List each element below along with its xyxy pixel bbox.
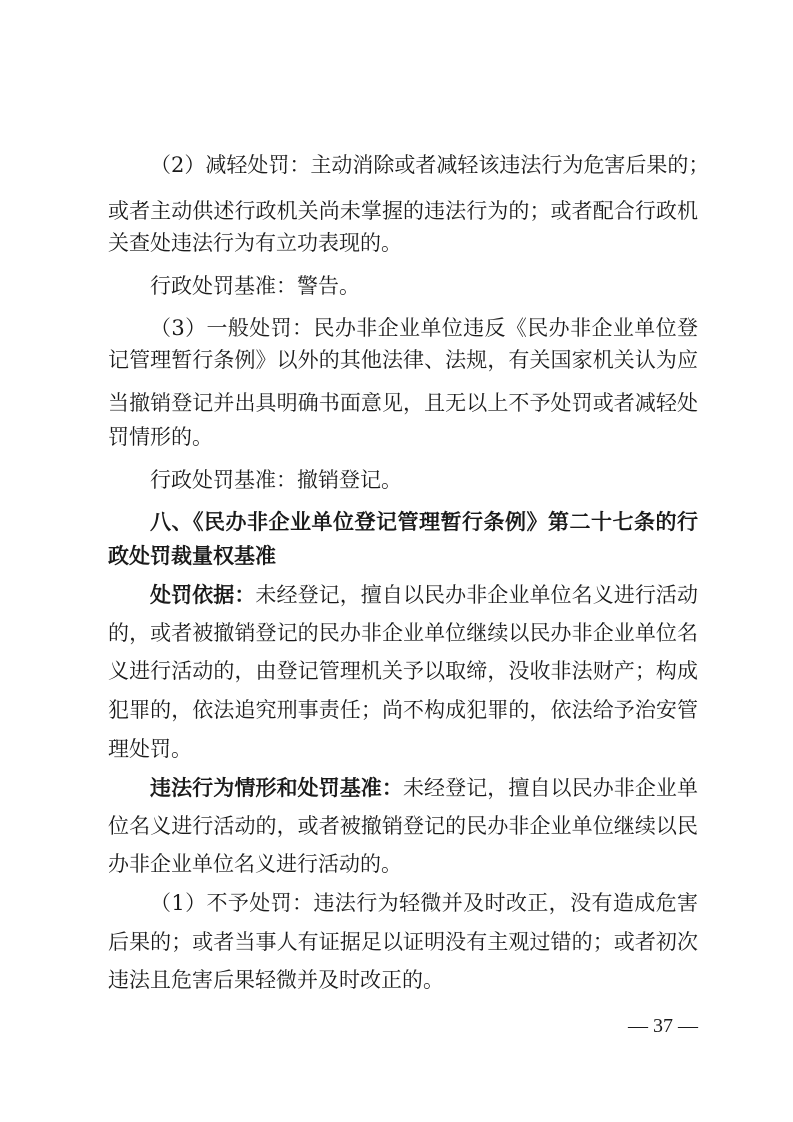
paragraph-line: 位名义进行活动的，或者被撤销登记的民办非企业单位继续以民 [108, 814, 698, 838]
section-heading-line: 政处罚裁量权基准 [108, 544, 276, 568]
paragraph-line: 理处罚。 [108, 737, 192, 761]
page-number: — 37 — [628, 1015, 698, 1037]
paragraph-line: （2）减轻处罚：主动消除或者减轻该违法行为危害后果的； [150, 153, 710, 177]
paragraph-line: 行政处罚基准：撤销登记。 [150, 468, 402, 492]
paragraph-line [150, 581, 698, 609]
paragraph-line: 罚情形的。 [108, 425, 213, 449]
paragraph-line: 犯罪的，依法追究刑事责任；尚不构成犯罪的，依法给予治安管 [108, 698, 698, 722]
paragraph-line: 义进行活动的，由登记管理机关予以取缔，没收非法财产；构成 [108, 659, 698, 683]
paragraph-line: 后果的；或者当事人有证据足以证明没有主观过错的；或者初次 [108, 930, 698, 954]
paragraph-line: （3）一般处罚：民办非企业单位违反《民办非企业单位登 [150, 316, 698, 340]
paragraph-label: 处罚依据： [150, 583, 256, 607]
paragraph-label: 违法行为情形和处罚基准： [150, 776, 403, 800]
paragraph-line: 记管理暂行条例》以外的其他法律、法规，有关国家机关认为应 [108, 348, 698, 372]
paragraph-line: （1）不予处罚：违法行为轻微并及时改正，没有造成危害 [150, 891, 698, 915]
paragraph-text: 未经登记，擅自以民办非企业单 [402, 776, 699, 800]
paragraph-line: 关查处违法行为有立功表现的。 [108, 231, 402, 255]
paragraph-line: 当撤销登记并出具明确书面意见，且无以上不予处罚或者减轻处 [108, 391, 698, 415]
paragraph-line [150, 774, 698, 802]
paragraph-line: 或者主动供述行政机关尚未掌握的违法行为的；或者配合行政机 [108, 199, 698, 223]
paragraph-line: 办非企业单位名义进行活动的。 [108, 852, 402, 876]
paragraph-line: 违法且危害后果轻微并及时改正的。 [108, 968, 444, 992]
paragraph-line: 行政处罚基准：警告。 [150, 274, 360, 298]
section-heading-line: 八、《民办非企业单位登记管理暂行条例》第二十七条的行 [150, 510, 698, 534]
paragraph-line: 的，或者被撤销登记的民办非企业单位继续以民办非企业单位名 [108, 621, 698, 645]
paragraph-text: 未经登记，擅自以民办非企业单位名义进行活动 [255, 583, 699, 607]
